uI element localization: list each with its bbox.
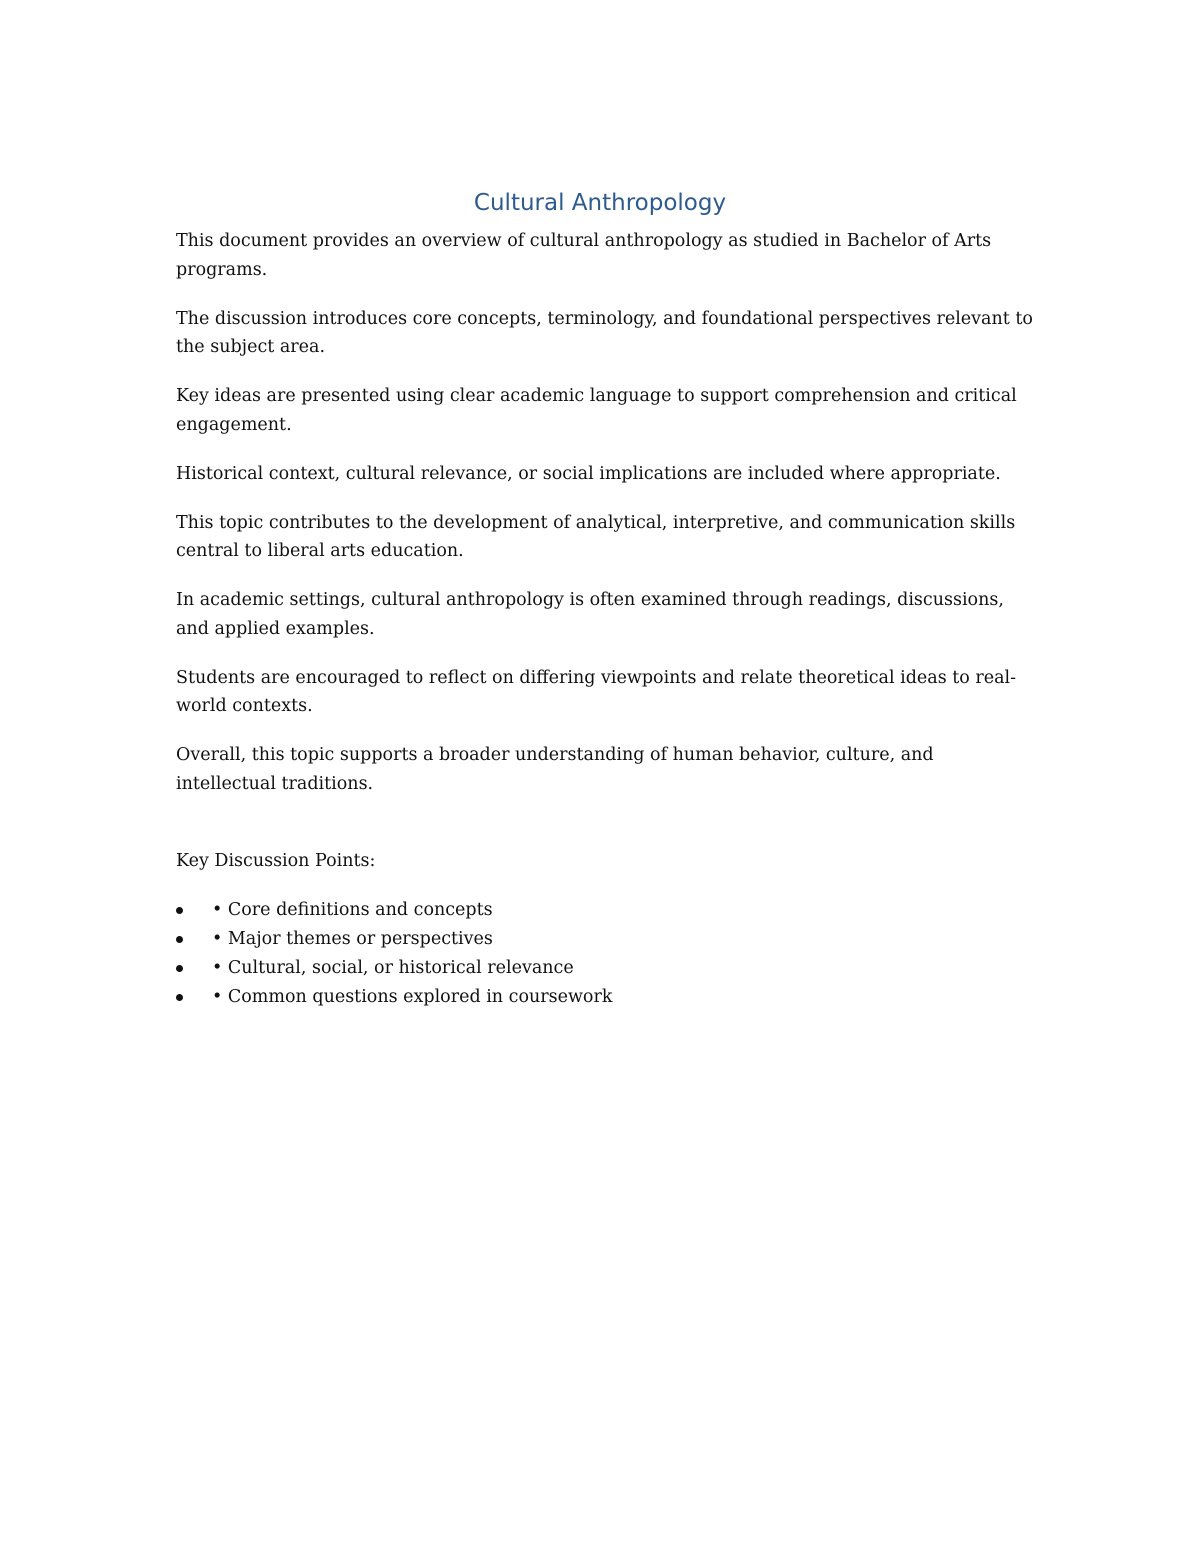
list-item-text: • Cultural, social, or historical relevance [212, 958, 574, 978]
list-item [176, 983, 612, 1012]
key-points-heading: Key Discussion Points: [176, 851, 376, 871]
bullet-icon [176, 965, 183, 972]
list-item [176, 896, 612, 925]
bullet-icon [176, 907, 183, 914]
bullet-icon [176, 994, 183, 1001]
list-item-text: • Major themes or perspectives [212, 929, 493, 949]
list-item [176, 954, 612, 983]
paragraph: This topic contributes to the development of analytical, interpretive, and communication skills central to liberal arts education. [176, 512, 1016, 561]
paragraph: Overall, this topic supports a broader understanding of human behavior, culture, and intellectual traditions. [176, 745, 934, 794]
paragraph: In academic settings, cultural anthropology is often examined through readings, discussions, and applied examples. [176, 590, 1004, 639]
paragraph: Key ideas are presented using clear academic language to support comprehension and critical engagement. [176, 386, 1017, 435]
paragraph: Historical context, cultural relevance, or social implications are included where appropriate. [176, 463, 1001, 484]
bullet-icon [176, 936, 183, 943]
list-item [176, 925, 612, 954]
list-item-text: • Core definitions and concepts [212, 900, 493, 920]
list-item-text: • Common questions explored in coursework [212, 987, 613, 1007]
document-title: Cultural Anthropology [473, 190, 727, 216]
key-points-list [176, 896, 612, 1012]
paragraph: The discussion introduces core concepts, terminology, and foundational perspectives relevant to the subject area. [176, 308, 1033, 357]
paragraph: This document provides an overview of cultural anthropology as studied in Bachelor of Arts programs. [176, 231, 992, 280]
document-body [176, 227, 1036, 819]
paragraph: Students are encouraged to reflect on differing viewpoints and relate theoretical ideas to real-world contexts. [176, 667, 1017, 716]
